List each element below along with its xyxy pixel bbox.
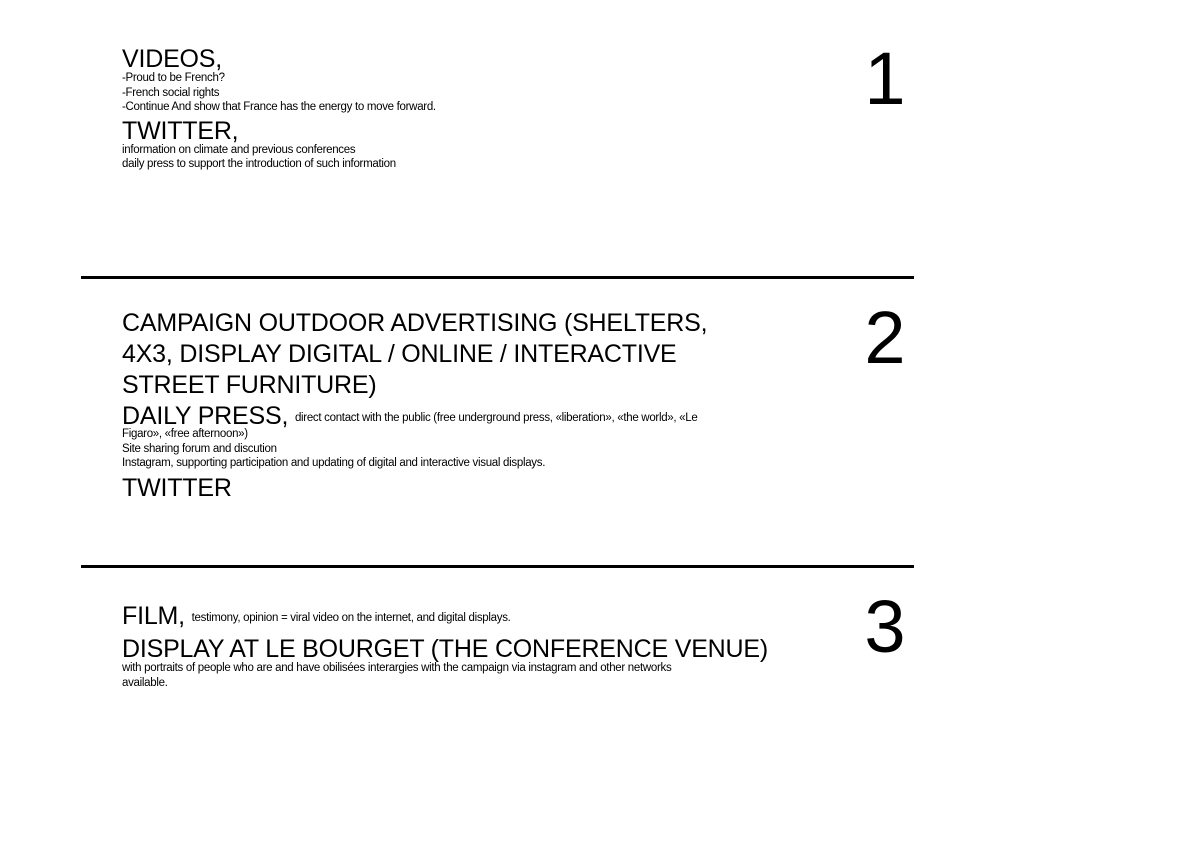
section-number-2: 2 [864,296,906,379]
twitter-line: daily press to support the introduction of such information [122,158,396,171]
film-heading: FILM, [122,602,185,630]
section-divider [81,565,914,568]
display-line: with portraits of people who are and have obilisées interargies with the campaign via instagram and other networks [122,662,672,674]
videos-heading: VIDEOS, [122,45,223,73]
daily-press-detail-line: Site sharing forum and discution [122,442,277,455]
campaign-heading-line: 4X3, DISPLAY DIGITAL / ONLINE / INTERACTIVE [122,340,677,368]
daily-press-detail-line: Instagram, supporting participation and updating of digital and interactive visual displays. [122,457,546,470]
section-2 [122,308,707,504]
video-item: -Proud to be French? [122,72,225,84]
display-line: available. [122,676,168,689]
display-heading: DISPLAY AT LE BOURGET (THE CONFERENCE VENUE) [122,635,768,663]
section-1 [122,44,436,172]
video-item: -Continue And show that France has the energy to move forward. [122,101,436,114]
twitter-line: information on climate and previous conferences [122,143,356,156]
section-3 [122,601,768,690]
section-divider [81,276,914,279]
twitter-heading: TWITTER, [122,116,239,145]
campaign-heading-line: CAMPAIGN OUTDOOR ADVERTISING (SHELTERS, [122,309,708,337]
film-inline-text: testimony, opinion = viral video on the internet, and digital displays. [191,612,511,624]
section-number-3: 3 [864,585,906,668]
twitter-heading: TWITTER [122,473,232,502]
video-item: -French social rights [122,86,220,99]
daily-press-inline-text: direct contact with the public (free underground press, «liberation», «the world», «Le [294,412,698,424]
campaign-heading-line: STREET FURNITURE) [122,371,377,399]
film-row [122,601,768,634]
daily-press-detail-line: Figaro», «free afternoon») [122,428,248,440]
daily-press-heading: DAILY PRESS, [122,402,289,430]
section-number-1: 1 [864,37,906,120]
